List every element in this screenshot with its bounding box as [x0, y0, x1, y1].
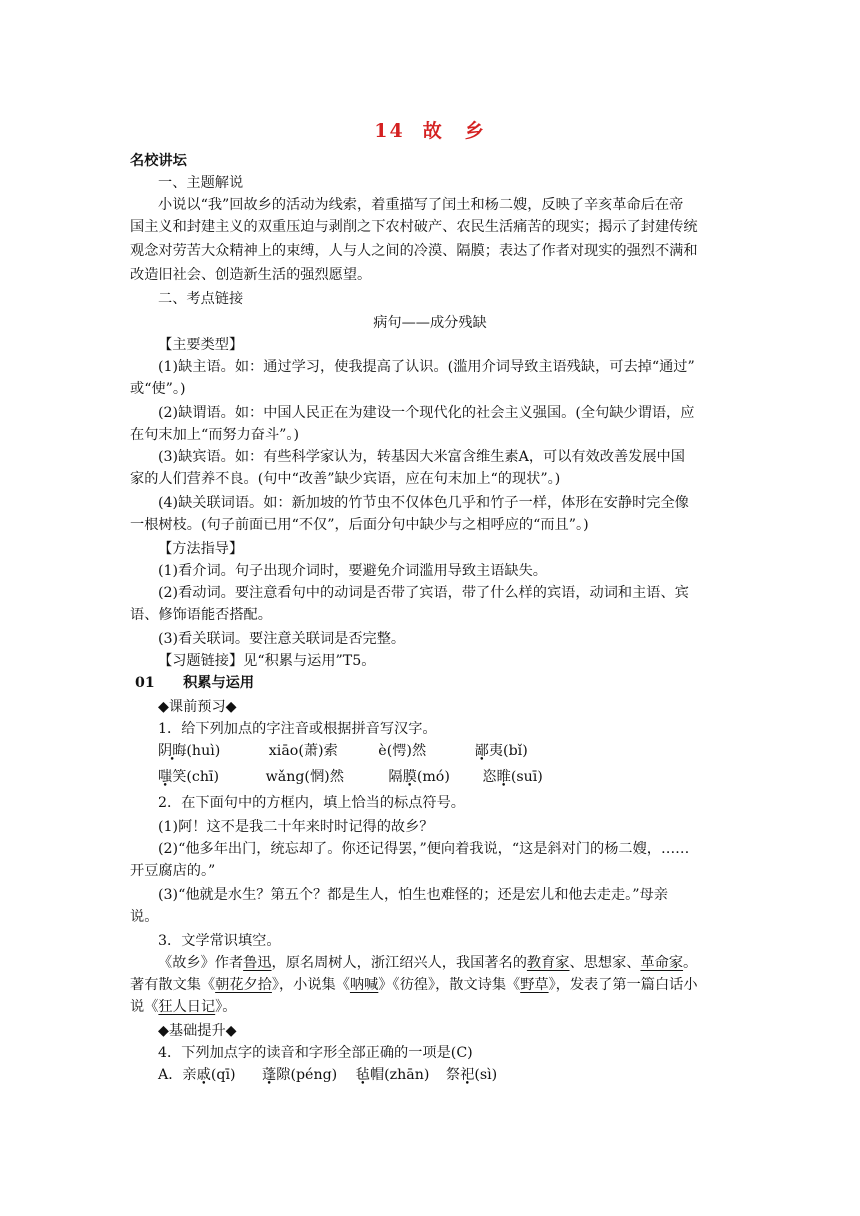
paragraph-line: 国主义和封建主义的双重压迫与剥削之下农村破产、农民生活痛苦的现实；揭示了封建传统 [130, 219, 698, 235]
answer-book: 呐喊 [349, 977, 379, 993]
paragraph-line: (1)缺主语。如：通过学习，使我提高了认识。(滥用介词导致主语残缺，可去掉“通过” [158, 359, 695, 375]
option-a-row [158, 1064, 730, 1086]
text: 》，发表了第一篇白话小 [548, 977, 698, 993]
text: 》。 [215, 999, 237, 1015]
paragraph-line: (3)看关联词。要注意关联词是否完整。 [158, 631, 406, 647]
paragraph-line: (3)缺宾语。如：有些科学家认为，转基因大米富含维生素A，可以有效改善发展中国 [158, 449, 685, 465]
paragraph-line: 或“使”。) [130, 381, 186, 397]
pinyin-item: xiāo(萧)索 [268, 743, 338, 759]
answer-role: 革命家 [640, 955, 684, 971]
paragraph-line: 改造旧社会、创造新生活的强烈愿望。 [130, 267, 372, 283]
literature-answer-line-3 [130, 996, 730, 1018]
pinyin-item: è(愕)然 [378, 743, 427, 759]
text: 。 [683, 955, 698, 971]
subsection-heading: 一、主题解说 [158, 175, 244, 191]
text: 说《 [130, 999, 159, 1015]
paragraph-line: (4)缺关联词语。如：新加坡的竹节虫不仅体色几乎和竹子一样，体形在安静时完全像 [158, 495, 689, 511]
text: 》《彷徨》，散文诗集《 [378, 977, 521, 993]
paragraph-line: (2)看动词。要注意看句中的动词是否带了宾语，带了什么样的宾语，动词和主语、宾 [158, 585, 689, 601]
question-4: 4．下列加点字的读音和字形全部正确的一项是(C) [158, 1045, 473, 1061]
paragraph-line: 一根树枝。(句子前面已用“不仅”，后面分句中缺少与之相呼应的“而且”。) [130, 517, 589, 533]
pinyin-item: 鄙夷(bǐ) [474, 743, 528, 759]
pinyin-item: wǎng(惘)然 [265, 769, 344, 785]
subheading-preview: ◆课前预习◆ [158, 699, 237, 715]
literature-answer-line-2 [130, 974, 730, 996]
question-2: 2．在下面句中的方框内，填上恰当的标点符号。 [158, 795, 465, 811]
literature-answer-line-1 [158, 952, 730, 974]
answer-author: 鲁迅 [243, 955, 272, 971]
title-number: 14 [374, 120, 405, 142]
bracket-heading: 【主要类型】 [158, 337, 244, 353]
pinyin-row-1 [158, 740, 730, 762]
pinyin-row-2 [158, 766, 730, 788]
paragraph-line: 说。 [130, 909, 159, 925]
paragraph-line: (2)缺谓语。如：中国人民正在为建设一个现代化的社会主义强国。(全句缺少谓语，应 [158, 405, 695, 421]
pinyin-item: 嗤笑(chī) [158, 769, 220, 785]
option-item: 毡帽(zhān) [355, 1067, 430, 1083]
title-text: 故 乡 [422, 120, 486, 142]
answer-role: 教育家 [526, 955, 570, 971]
paragraph-line: (3)“他就是水生？第五个？都是生人，怕生也难怪的；还是宏儿和他去走走。”母亲 [158, 887, 668, 903]
text: 著有散文集《 [130, 977, 216, 993]
paragraph-line: (1)看介词。句子出现介词时，要避免介词滥用导致主语缺失。 [158, 563, 547, 579]
paragraph-line: 开豆腐店的。” [130, 863, 216, 879]
paragraph-line: (2)“他多年出门，统忘却了。你还记得罢，”便向着我说，“这是斜对门的杨二嫂，…… [158, 841, 690, 857]
bracket-heading: 【方法指导】 [158, 541, 244, 557]
exercise-section-heading: 01 积累与运用 [135, 675, 255, 691]
question-3: 3．文学常识填空。 [158, 933, 281, 949]
answer-book: 野草 [520, 977, 549, 993]
paragraph-line: 【习题链接】见“积累与运用”T5。 [158, 653, 376, 669]
paragraph-line: 观念对劳苦大众精神上的束缚，人与人之间的冷漠、隔膜；表达了作者对现实的强烈不满和 [130, 243, 698, 259]
text: 、思想家、 [569, 955, 641, 971]
paragraph-line: (1)阿！这不是我二十年来时时记得的故乡？ [158, 819, 434, 835]
option-item: 祭祀(sì) [445, 1067, 498, 1083]
question-1: 1．给下列加点的字注音或根据拼音写汉字。 [158, 721, 437, 737]
answer-book: 狂人日记 [158, 999, 216, 1015]
pinyin-item: 恣睢(suī) [482, 769, 543, 785]
subheading-basic: ◆基础提升◆ [158, 1023, 237, 1039]
option-item: A．亲戚(qī) [158, 1067, 236, 1083]
page-title [0, 116, 860, 143]
pinyin-item: 隔膜(mó) [388, 769, 450, 785]
option-item: 蓬隙(péng) [262, 1067, 338, 1083]
paragraph-line: 语、修饰语能否搭配。 [130, 607, 272, 623]
pinyin-item: 阴晦(huì) [158, 743, 221, 759]
subsection-heading: 二、考点链接 [158, 291, 244, 307]
section-heading: 名校讲坛 [130, 153, 187, 169]
paragraph-line: 在句末加上“而努力奋斗”。) [130, 427, 300, 443]
text: ，原名周树人，浙江绍兴人，我国著名的 [271, 955, 527, 971]
topic-heading: 病句——成分残缺 [373, 315, 487, 331]
paragraph-line: 家的人们营养不良。(句中“改善”缺少宾语，应在句末加上“的现状”。) [130, 471, 561, 487]
text: 《故乡》作者 [158, 955, 244, 971]
paragraph-line: 小说以“我”回故乡的活动为线索，着重描写了闰土和杨二嫂，反映了辛亥革命后在帝 [158, 197, 684, 213]
answer-book: 朝花夕拾 [215, 977, 272, 993]
text: 》，小说集《 [271, 977, 350, 993]
